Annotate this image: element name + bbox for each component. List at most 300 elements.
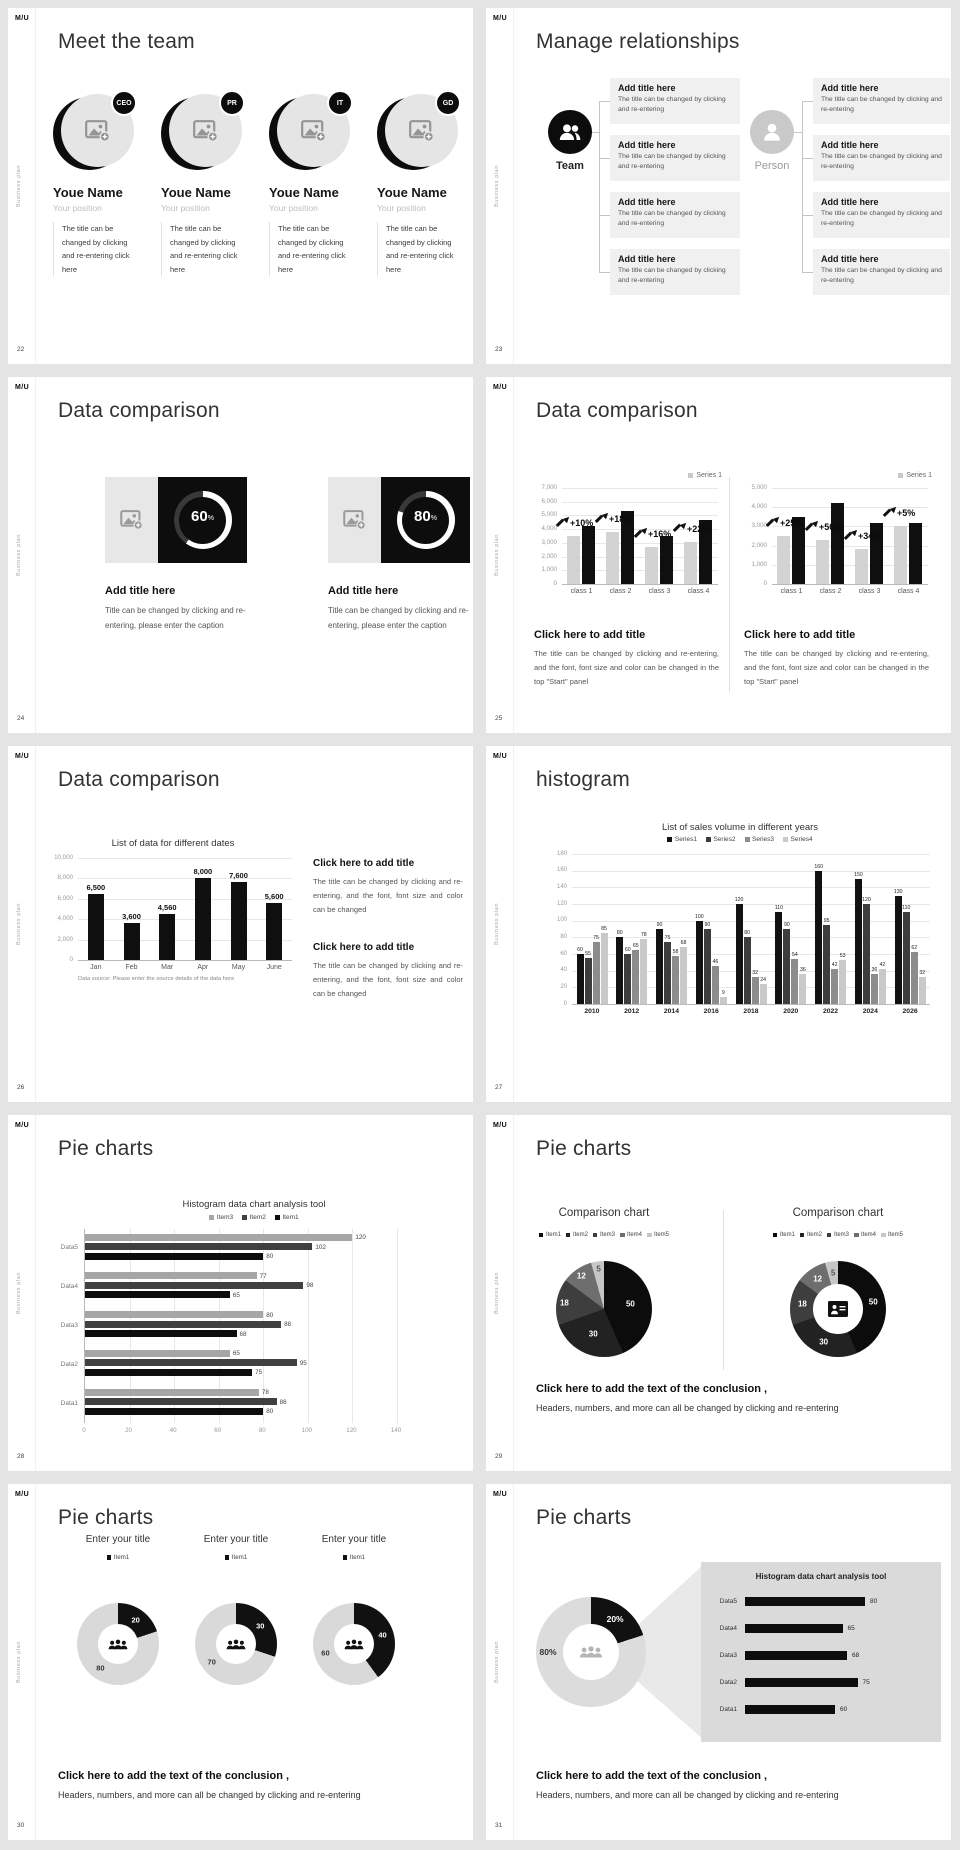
slide-content (486, 746, 951, 1102)
chart-plot (84, 1229, 397, 1423)
bar-value-label: 102 (315, 1243, 326, 1251)
bar-value-label: 85 (601, 926, 607, 933)
slide-28-pie-charts[interactable] (8, 1115, 473, 1471)
brand-logo: M/U (15, 1122, 30, 1129)
bar (85, 1321, 281, 1328)
bar (783, 929, 790, 1004)
bar-value-label: 8,000 (193, 867, 213, 877)
conclusion-title: Click here to add the text of the conclusion , (536, 1383, 768, 1395)
x-tick-label: 2026 (902, 1008, 918, 1015)
member-role-badge: PR (219, 90, 245, 116)
bar-value-label: 120 (734, 897, 744, 903)
donut-hole (563, 1624, 619, 1680)
slide-26-data-comparison[interactable] (8, 746, 473, 1102)
growth-label (636, 528, 671, 539)
legend-label: Series 1 (906, 472, 932, 479)
legend-label: Series1 (674, 836, 697, 843)
legend-label: Item4 (861, 1232, 877, 1238)
bar (85, 1234, 352, 1241)
growth-value: +34% (858, 531, 882, 542)
bar (745, 1597, 865, 1606)
growth-arrow-icon (597, 513, 608, 524)
bar-value-label: 6,500 (86, 882, 106, 892)
slide-content (8, 1484, 473, 1840)
cta-title: Click here to add title (313, 858, 415, 869)
legend-swatch (275, 1215, 280, 1220)
x-tick-label: 140 (390, 1427, 402, 1434)
people-group-icon (225, 1637, 247, 1652)
image-plus-icon (193, 120, 219, 142)
chart-legend (196, 1554, 276, 1561)
slice-value: 40 (378, 1630, 387, 1640)
chart-legend (78, 1554, 158, 1561)
slide-24-data-comparison[interactable] (8, 377, 473, 733)
bar (585, 958, 592, 1004)
y-tick-label: 2,000 (541, 552, 557, 560)
bar-value-label: 3,600 (122, 912, 141, 922)
conclusion-text: Headers, numbers, and more can all be changed by clicking and re-entering (536, 1790, 839, 1800)
brand-logo: M/U (493, 1491, 508, 1498)
conclusion-title: Click here to add the text of the conclusion , (536, 1770, 768, 1782)
info-box-body: The title can be changed by clicking and re-entering (618, 96, 726, 114)
y-tick-label: 100 (556, 917, 567, 924)
legend-label: Item5 (654, 1232, 670, 1238)
slice-value: 30 (588, 1329, 598, 1339)
x-tick-label: 80 (258, 1427, 266, 1434)
legend-item (647, 1232, 669, 1238)
comparison-card (328, 477, 470, 563)
growth-label (846, 530, 881, 541)
legend-swatch (688, 473, 693, 478)
slide-content (8, 8, 473, 364)
slide-content (486, 1484, 951, 1840)
gauge-hole (179, 497, 226, 544)
member-position: Your position (269, 203, 318, 213)
legend-swatch (667, 837, 672, 842)
chart-plot (572, 854, 930, 1005)
legend-label: Item2 (806, 1232, 822, 1238)
member-role-badge: IT (327, 90, 353, 116)
bar-value-label: 65 (232, 1291, 240, 1299)
conclusion-text: Headers, numbers, and more can all be changed by clicking and re-entering (536, 1403, 839, 1413)
image-placeholder (328, 477, 381, 563)
chart-title: Enter your title (85, 1534, 151, 1545)
y-tick-label: 7,000 (541, 484, 557, 491)
legend-label: Item1 (282, 1214, 299, 1221)
slide-title: Data comparison (536, 399, 698, 422)
legend-swatch (881, 1233, 886, 1238)
bar-series-black (660, 536, 673, 584)
member-name: Youe Name (161, 185, 231, 200)
x-tick-label: 2018 (743, 1008, 759, 1015)
connector-line (802, 101, 813, 102)
bar-value-label: 75 (255, 1369, 263, 1377)
bar-value-label: 95 (299, 1359, 307, 1367)
x-tick-label: Apr (197, 964, 209, 971)
bar-series-gray (684, 542, 697, 585)
pie-chart (556, 1261, 652, 1357)
bar-value-label: 75 (593, 934, 599, 941)
info-box-title: Add title here (618, 83, 676, 93)
page-number: 22 (17, 346, 25, 353)
x-tick-label: class 2 (609, 588, 632, 595)
bar (85, 1369, 252, 1376)
gridline (772, 488, 928, 489)
brand-logo: M/U (493, 753, 508, 760)
legend-item (225, 1554, 247, 1561)
y-tick-label: 2,000 (57, 935, 73, 943)
chart-legend (314, 1554, 394, 1561)
legend-swatch (539, 1233, 544, 1238)
y-tick-label: 0 (69, 956, 73, 963)
bar (88, 894, 104, 960)
legend-swatch (827, 1233, 832, 1238)
legend-label: Series3 (752, 836, 775, 843)
info-box-title: Add title here (821, 254, 879, 264)
person-card-icon (828, 1301, 848, 1317)
bar-value-label: 78 (640, 932, 647, 938)
x-tick-label: 2010 (584, 1008, 600, 1015)
connector-line (599, 158, 610, 159)
slide-content (486, 1115, 951, 1471)
legend-label: Item1 (231, 1554, 248, 1561)
legend-label: Item1 (113, 1554, 130, 1561)
bar-value-label: 160 (814, 863, 823, 870)
donut-hole (98, 1624, 138, 1664)
slide-22-meet-the-team[interactable] (8, 8, 473, 364)
y-tick-label: 80 (560, 933, 567, 940)
team-member (53, 94, 147, 276)
gridline (78, 940, 292, 941)
chart-legend (542, 836, 938, 843)
y-tick-label: 4,000 (541, 525, 557, 533)
gridline (572, 887, 930, 888)
bar (85, 1359, 297, 1366)
gridline (572, 854, 930, 855)
connector-line (802, 215, 813, 216)
bar-value-label: 68 (239, 1330, 247, 1338)
bar (871, 974, 878, 1004)
member-position: Your position (53, 203, 102, 213)
slide-title: Pie charts (536, 1137, 632, 1160)
y-tick-label: 3,000 (541, 538, 557, 546)
grouped-bar-chart (542, 822, 938, 1047)
bar-value-label: 75 (862, 1679, 870, 1686)
gauge-percent: 60 (191, 507, 208, 525)
y-tick-label: 140 (556, 883, 567, 890)
bar (736, 904, 743, 1004)
connector-line (802, 158, 813, 159)
x-tick-label: class 3 (858, 588, 881, 595)
bar-value-label: 80 (266, 1253, 274, 1260)
legend-item (107, 1554, 129, 1561)
legend-label: Item1 (545, 1232, 561, 1238)
y-category-label: Data4 (60, 1283, 78, 1291)
bar (895, 896, 902, 1004)
bar (159, 914, 175, 961)
legend-item (881, 1232, 903, 1238)
bar-series-gray (816, 540, 829, 584)
member-name: Youe Name (377, 185, 447, 200)
bar (85, 1253, 263, 1260)
sidebar-vertical-label: Business plan (494, 902, 500, 945)
sidebar-vertical-label: Business plan (494, 1640, 500, 1683)
sidebar-vertical-label: Business plan (494, 164, 500, 207)
slide-30-pie-charts[interactable] (8, 1484, 473, 1840)
growth-label (807, 521, 842, 532)
chart-legend (489, 1232, 719, 1238)
gauge-value (414, 509, 437, 524)
column-divider (723, 1210, 724, 1370)
chart-title: Histogram data chart analysis tool (182, 1199, 326, 1210)
slide-31-pie-charts[interactable] (486, 1484, 951, 1840)
slide-23-manage-relationships[interactable] (486, 8, 951, 364)
slide-content (8, 377, 473, 733)
growth-value: +10% (570, 518, 594, 528)
legend-item (343, 1554, 365, 1561)
bar-value-label: 90 (656, 922, 663, 928)
bar-value-label: 130 (893, 888, 903, 895)
bar-value-label: 80 (266, 1408, 274, 1416)
member-role-badge: CEO (111, 90, 137, 116)
bar-value-label: 42 (879, 962, 886, 968)
brand-logo: M/U (493, 1122, 508, 1129)
bar-value-label: 60 (624, 947, 631, 953)
donut-chart (195, 1603, 277, 1685)
slice-value: 50 (868, 1297, 878, 1307)
y-tick-label: 0 (763, 580, 767, 587)
x-tick-label: 2016 (703, 1008, 719, 1015)
bar-value-label: 58 (672, 948, 679, 955)
bar-value-label: 150 (854, 872, 863, 878)
slice-value: 5 (830, 1268, 836, 1278)
image-plus-icon (85, 120, 111, 142)
relation-box-right (813, 78, 950, 124)
growth-arrow-icon (558, 517, 569, 528)
member-position: Your position (161, 203, 210, 213)
conclusion-text: Headers, numbers, and more can all be changed by clicking and re-entering (58, 1790, 361, 1800)
people-group-icon (578, 1643, 604, 1661)
horizontal-bar-chart (52, 1199, 456, 1449)
y-tick-label: 10,000 (54, 854, 73, 861)
card-title: Add title here (105, 585, 176, 597)
legend-swatch (209, 1215, 214, 1220)
bar-value-label: 110 (774, 905, 784, 912)
bar (632, 950, 639, 1004)
x-tick-label: 60 (214, 1427, 222, 1434)
x-tick-label: 2024 (862, 1008, 878, 1015)
bar (760, 984, 767, 1004)
bar-series-gray (855, 549, 868, 584)
bar (745, 1624, 843, 1633)
x-tick-label: Jan (90, 964, 102, 971)
bar-value-label: 90 (704, 922, 711, 928)
bar (839, 960, 846, 1004)
member-description: The title can be changed by clicking and re-entering click here (269, 222, 356, 276)
sidebar-vertical-label: Business plan (16, 533, 22, 576)
bar-value-label: 5,600 (264, 891, 284, 901)
slide-29-pie-charts[interactable] (486, 1115, 951, 1471)
bar (85, 1408, 263, 1415)
slice-value: 30 (819, 1337, 829, 1347)
bar (624, 954, 631, 1004)
gridline (78, 878, 292, 879)
sidebar-vertical-label: Business plan (16, 902, 22, 945)
relation-box-right (813, 192, 950, 238)
slice-value: 70 (207, 1657, 216, 1667)
legend-swatch (225, 1555, 230, 1560)
slide-content (8, 1115, 473, 1471)
info-box-title: Add title here (821, 140, 879, 150)
legend-item (566, 1232, 588, 1238)
bar-value-label: 75 (664, 934, 671, 941)
slide-25-data-comparison[interactable] (486, 377, 951, 733)
bar (911, 952, 918, 1004)
chart-title: Comparison chart (558, 1207, 650, 1219)
slice-value: 5 (596, 1264, 601, 1274)
slide-27-histogram[interactable] (486, 746, 951, 1102)
growth-value: +16% (648, 528, 672, 539)
slice-value: 20 (131, 1615, 140, 1625)
bar-series-gray (894, 526, 907, 584)
relation-box-left (610, 78, 740, 124)
bar-value-label: 120 (862, 897, 871, 903)
y-tick-label: 2,000 (751, 541, 767, 549)
relation-box-left (610, 192, 740, 238)
chart-legend (688, 472, 722, 479)
bar (640, 939, 647, 1004)
x-tick-label: class 1 (570, 588, 593, 595)
growth-value: +25% (780, 518, 804, 528)
cta-body: The title can be changed by clicking and re-entering, and the font, font size and color can be changed (313, 961, 463, 998)
bar (85, 1330, 237, 1337)
y-category-label: Data5 (719, 1598, 737, 1605)
cta-body: The title can be changed by clicking and re-entering, and the font, font size and color can be changed (313, 877, 463, 914)
relation-box-left (610, 135, 740, 181)
gridline (572, 921, 930, 922)
page-number: 23 (495, 346, 503, 353)
bar (791, 959, 798, 1004)
y-category-label: Data1 (60, 1399, 78, 1407)
bar-value-label: 53 (839, 952, 846, 959)
chart-title: List of sales volume in different years (661, 822, 819, 833)
bar (879, 969, 886, 1004)
donut-chart (313, 1603, 395, 1685)
chart-plot (772, 488, 928, 585)
connector-line (599, 101, 610, 102)
x-tick-label: class 3 (648, 588, 671, 595)
info-box-title: Add title here (821, 197, 879, 207)
legend-swatch (343, 1555, 348, 1560)
legend-item (854, 1232, 876, 1238)
y-category-label: Data4 (719, 1625, 737, 1632)
legend-swatch (898, 473, 903, 478)
slice-value: 30 (256, 1621, 265, 1631)
y-tick-label: 4,000 (751, 503, 767, 511)
legend-swatch (107, 1555, 112, 1560)
relation-box-right (813, 135, 950, 181)
growth-arrow-icon (885, 507, 896, 518)
x-tick-label: Feb (125, 964, 138, 971)
legend-swatch (854, 1233, 859, 1238)
bar-value-label: 32 (752, 970, 758, 977)
team-icon (548, 110, 592, 154)
bar-value-label: 110 (902, 905, 911, 912)
slice-value: 50 (625, 1299, 635, 1308)
gridline (78, 858, 292, 859)
gauge-hole (402, 497, 449, 544)
legend-item (209, 1214, 233, 1221)
page-number: 24 (17, 715, 25, 722)
cta-body: The title can be changed by clicking and re-entering, and the font, font size and color can be changed in the top "Start" panel (744, 649, 929, 686)
legend-label: Item3 (216, 1214, 234, 1221)
y-tick-label: 6,000 (541, 497, 557, 505)
chart-plot (562, 488, 718, 585)
member-position: Your position (377, 203, 426, 213)
bar (85, 1398, 277, 1405)
image-plus-icon (301, 120, 327, 142)
bar-value-label: 68 (680, 940, 687, 947)
gridline (562, 502, 718, 503)
image-plus-icon (343, 510, 367, 530)
legend-label: Item2 (249, 1214, 266, 1221)
analysis-panel (701, 1562, 941, 1742)
x-tick-label: 2020 (783, 1008, 799, 1015)
x-tick-label: Mar (161, 964, 174, 971)
chart-title: Histogram data chart analysis tool (755, 1572, 887, 1581)
slide-title: Pie charts (58, 1137, 154, 1160)
member-name: Youe Name (53, 185, 123, 200)
info-box-title: Add title here (618, 197, 676, 207)
info-box-body: The title can be changed by clicking and re-entering (821, 267, 942, 285)
growth-label (558, 517, 593, 528)
bar-value-label: 24 (760, 977, 766, 983)
bar-value-label: 46 (712, 958, 719, 965)
bar-value-label: 4,560 (157, 902, 177, 912)
legend-item (827, 1232, 849, 1238)
info-box-body: The title can be changed by clicking and re-entering (821, 96, 942, 114)
image-plus-icon (409, 120, 435, 142)
paired-bar-chart (744, 472, 934, 622)
one-person-icon (759, 119, 785, 145)
brand-logo: M/U (15, 15, 30, 22)
relation-box-left (610, 249, 740, 295)
bar (720, 997, 727, 1005)
person-label: Person (754, 160, 790, 172)
bar-series-black (909, 523, 922, 584)
bar-value-label: 65 (232, 1350, 240, 1358)
sidebar-vertical-label: Business plan (16, 1640, 22, 1683)
x-tick-label: 100 (301, 1427, 312, 1434)
page-number: 28 (17, 1453, 25, 1460)
gauge-unit: % (207, 514, 214, 522)
cta-body: The title can be changed by clicking and re-entering, and the font, font size and color can be changed in the top "Start" panel (534, 649, 719, 686)
bar (704, 929, 711, 1004)
legend-item (706, 836, 736, 843)
bar (601, 933, 608, 1004)
bar (85, 1243, 312, 1250)
legend-item (800, 1232, 822, 1238)
gridline (397, 1229, 398, 1423)
sidebar-vertical-label: Business plan (16, 164, 22, 207)
bar (577, 954, 584, 1004)
info-box-body: The title can be changed by clicking and re-entering (821, 210, 942, 228)
y-tick-label: 180 (556, 850, 567, 857)
bar (85, 1311, 263, 1318)
paired-bar-chart (534, 472, 724, 622)
bar-value-label: 36 (799, 967, 806, 973)
chart-legend (723, 1232, 951, 1238)
